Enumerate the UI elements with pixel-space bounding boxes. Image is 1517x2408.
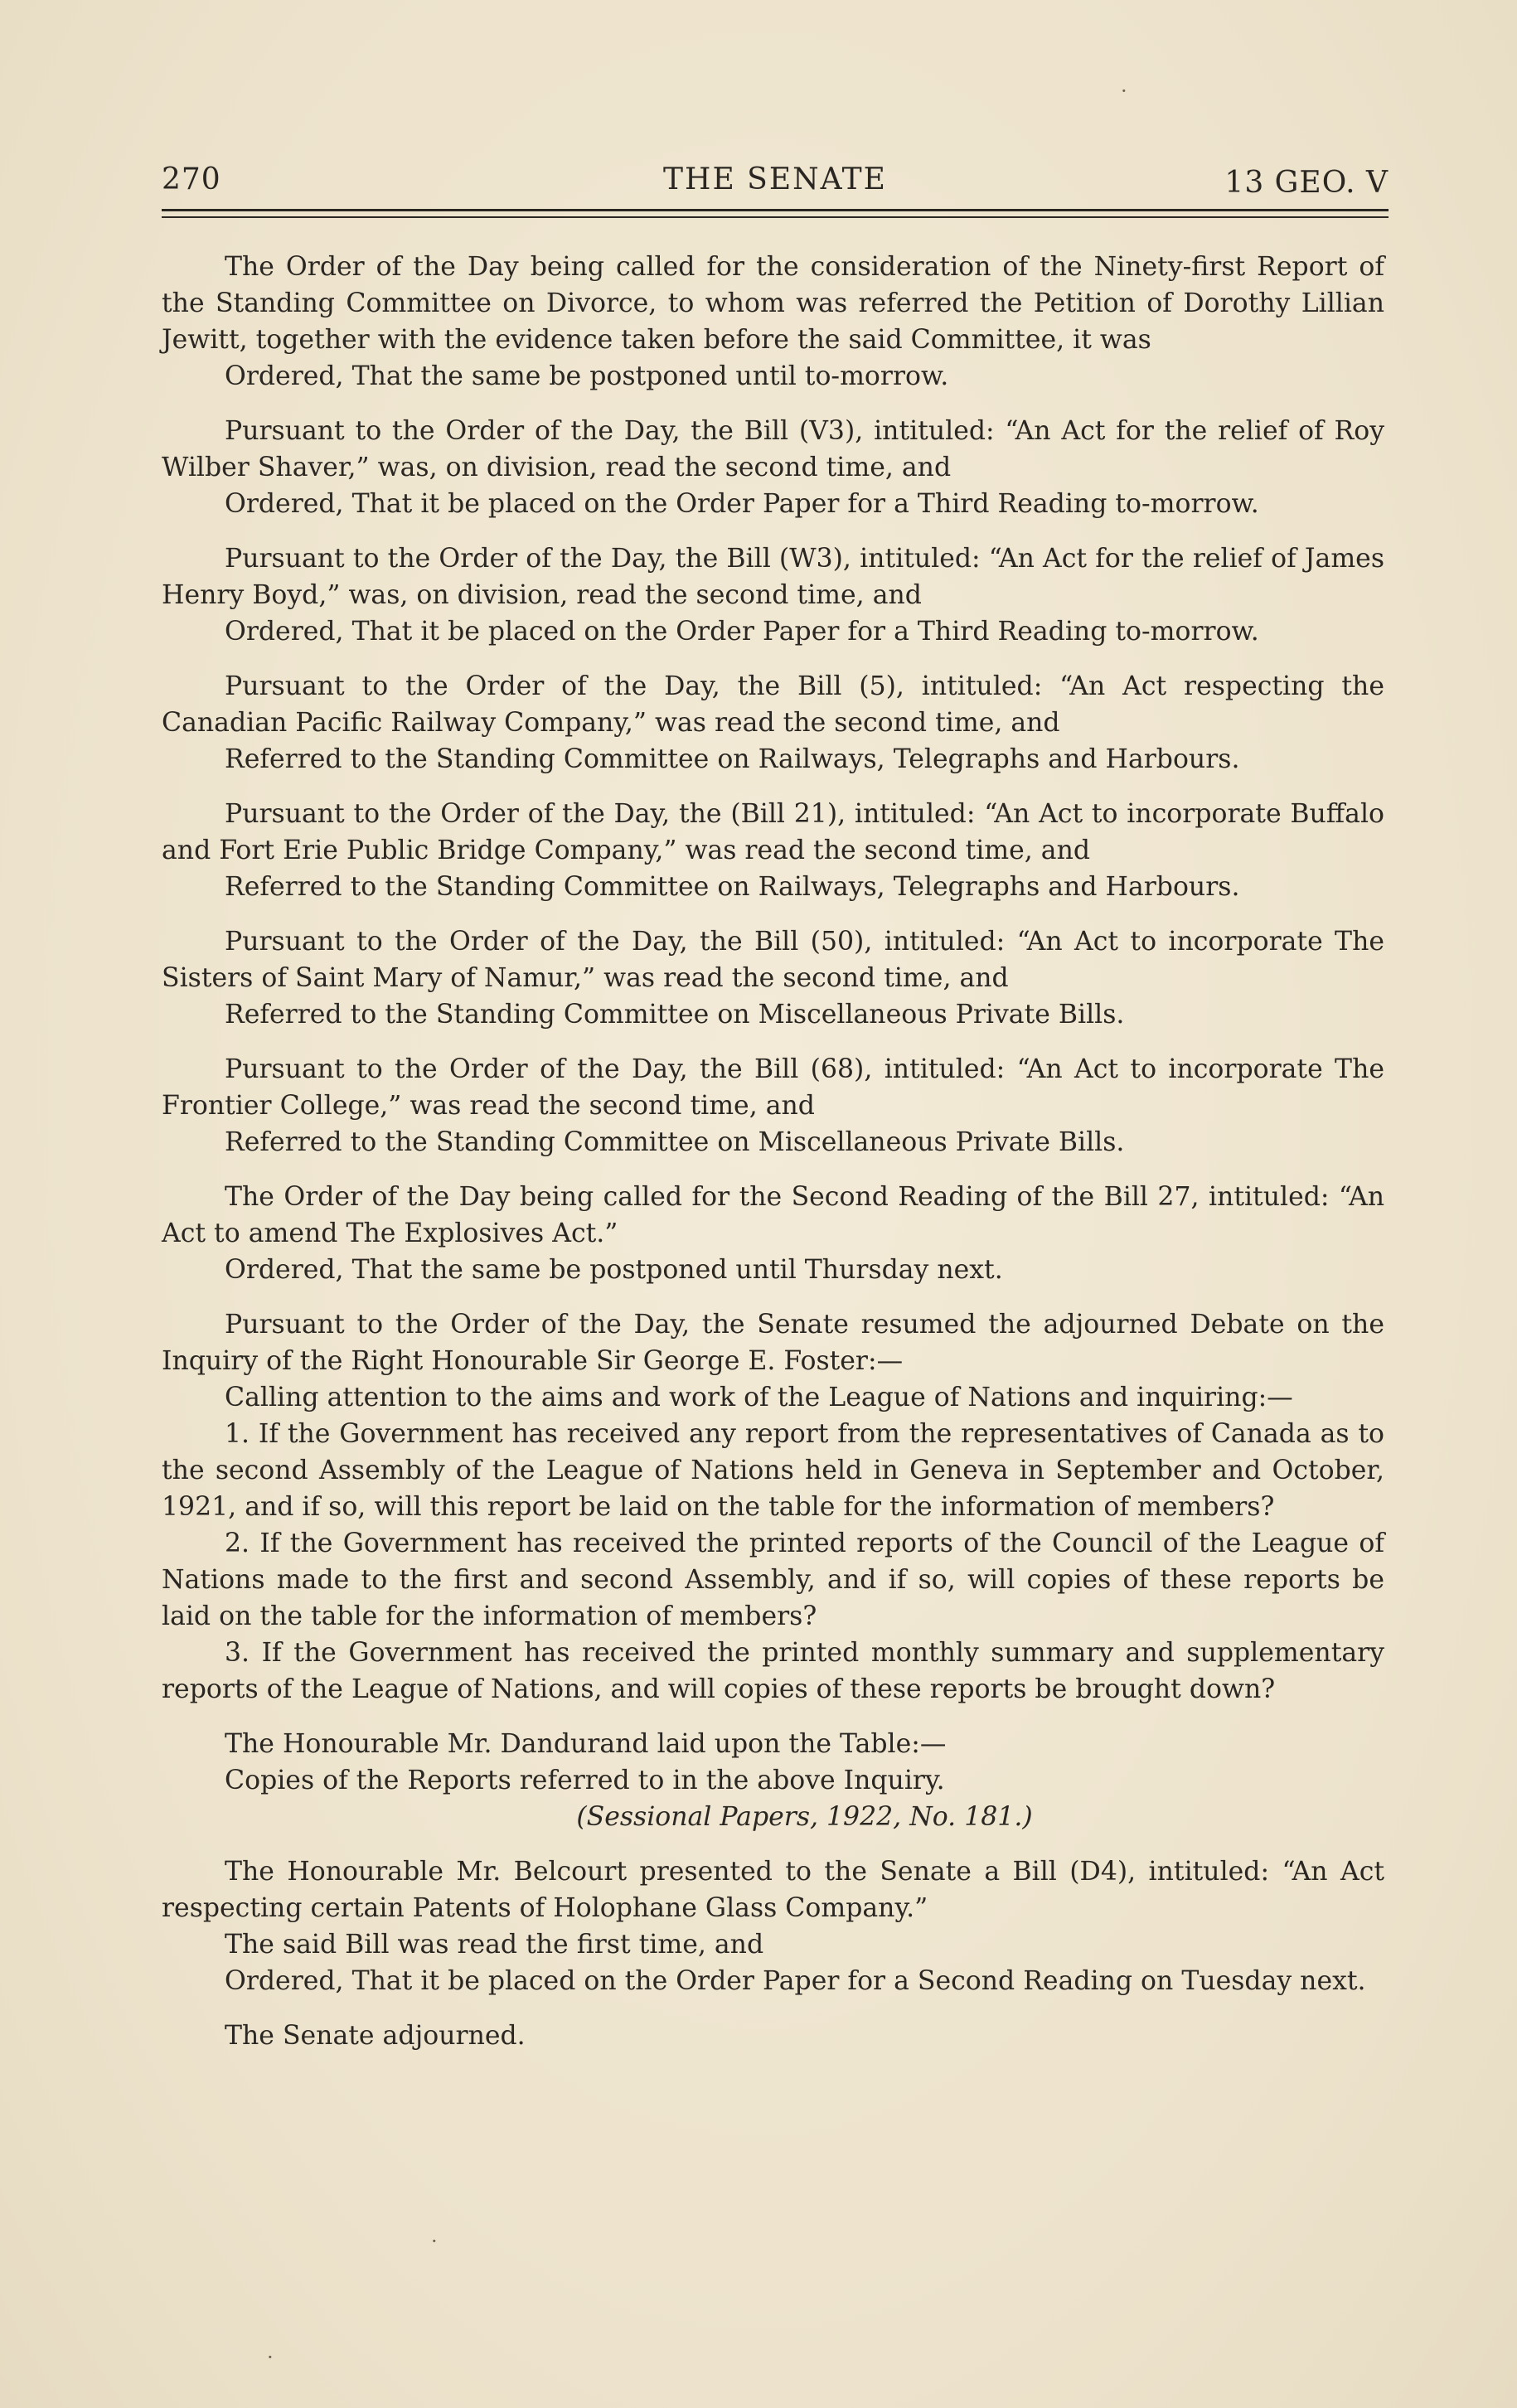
paragraph-line: The said Bill was read the first time, and [225, 1930, 764, 1960]
paper-speck: · [1121, 80, 1127, 103]
paragraph-line: Ordered, That the same be postponed until to-morrow. [225, 361, 949, 391]
inquiry-item: 3. If the Government has received the printed monthly summary and supplementary reports of the League of Nations, and will copies of these reports be brought down? [162, 1638, 1384, 1704]
paragraph-line: Ordered, That it be placed on the Order Paper for a Third Reading to-morrow. [225, 489, 1259, 519]
inquiry-item: 1. If the Government has received any report from the representatives of Canada as to the second Assembly of the League of Nations held in Geneva in September and October, 1921, and if so, will this report be laid on the table for the information of members? [162, 1419, 1384, 1522]
entry-dandurand-tabling [162, 1726, 1384, 1835]
paragraph-line: Calling attention to the aims and work of the League of Nations and inquiring:— [225, 1383, 1293, 1412]
entry-bill-27 [162, 1179, 1384, 1288]
paragraph-line: Pursuant to the Order of the Day, the Bill (68), intituled: “An Act to incorporate The Frontier College,” was read the second time, and [162, 1054, 1384, 1121]
header-title: THE SENATE [663, 162, 887, 196]
inquiry-item: 2. If the Government has received the printed reports of the Council of the League of Nations made to the first and second Assembly, and if so, will copies of these reports be laid on the table for the information of members? [162, 1529, 1384, 1631]
paragraph-line: Ordered, That it be placed on the Order Paper for a Third Reading to-morrow. [225, 617, 1259, 647]
paragraph-line: The Order of the Day being called for the consideration of the Ninety-first Report of the Standing Committee on Divorce, to whom was referred the Petition of Dorothy Lillian Jewitt, together with the evidence taken before the said Committee, it was [162, 252, 1384, 355]
entry-bill-w3 [162, 540, 1384, 650]
paragraph-line: The Order of the Day being called for the Second Reading of the Bill 27, intituled: “An Act to amend The Explosives Act.” [162, 1182, 1384, 1248]
entry-adjournment [162, 2018, 1384, 2054]
sessional-papers-reference: (Sessional Papers, 1922, No. 181.) [576, 1802, 1033, 1832]
paragraph-line: Referred to the Standing Committee on Railways, Telegraphs and Harbours. [225, 744, 1240, 774]
paragraph-line: The Honourable Mr. Dandurand laid upon the Table:— [225, 1729, 947, 1759]
entry-league-of-nations-inquiry [162, 1306, 1384, 1708]
header-regnal-year: 13 GEO. V [1224, 166, 1389, 200]
entry-bill-50 [162, 923, 1384, 1033]
paragraph-line: Pursuant to the Order of the Day, the Bill (W3), intituled: “An Act for the relief of James Henry Boyd,” was, on division, read the second time, and [162, 544, 1384, 610]
paragraph-line: Referred to the Standing Committee on Miscellaneous Private Bills. [225, 1000, 1125, 1030]
paragraph-line: Referred to the Standing Committee on Miscellaneous Private Bills. [225, 1127, 1125, 1157]
paragraph-line: Referred to the Standing Committee on Railways, Telegraphs and Harbours. [225, 872, 1240, 902]
entry-bill-21 [162, 796, 1384, 905]
running-header [162, 162, 1389, 206]
entry-divorce-report [162, 249, 1384, 395]
header-rule-top [162, 209, 1389, 211]
entry-bill-v3 [162, 413, 1384, 522]
paragraph-line: The Senate adjourned. [225, 2021, 526, 2051]
paragraph-line: The Honourable Mr. Belcourt presented to the Senate a Bill (D4), intituled: “An Act respecting certain Patents of Holophane Glass Company.” [162, 1857, 1384, 1923]
paragraph-line: Pursuant to the Order of the Day, the Bill (50), intituled: “An Act to incorporate The Sisters of Saint Mary of Namur,” was read the second time, and [162, 927, 1384, 993]
paragraph-line: Ordered, That the same be postponed until Thursday next. [225, 1255, 1003, 1285]
paper-speck: · [431, 2230, 438, 2253]
paragraph-line: Pursuant to the Order of the Day, the Bill (5), intituled: “An Act respecting the Canadian Pacific Railway Company,” was read the second time, and [162, 671, 1384, 738]
paragraph-line: Copies of the Reports referred to in the above Inquiry. [225, 1766, 945, 1795]
journal-body [162, 249, 1384, 2072]
entry-bill-d4 [162, 1853, 1384, 1999]
page-number: 270 [162, 162, 221, 196]
paragraph-line: Pursuant to the Order of the Day, the Bill (V3), intituled: “An Act for the relief of Roy Wilber Shaver,” was, on division, read the second time, and [162, 416, 1384, 482]
paragraph-line: Ordered, That it be placed on the Order Paper for a Second Reading on Tuesday next. [225, 1966, 1366, 1996]
header-rule-bottom [162, 216, 1389, 218]
entry-bill-5 [162, 668, 1384, 778]
paragraph-line: Pursuant to the Order of the Day, the (Bill 21), intituled: “An Act to incorporate Buffalo and Fort Erie Public Bridge Company,” was read the second time, and [162, 799, 1384, 865]
entry-bill-68 [162, 1051, 1384, 1160]
paper-speck: · [267, 2346, 274, 2369]
paragraph-line: Pursuant to the Order of the Day, the Senate resumed the adjourned Debate on the Inquiry of the Right Honourable Sir George E. Foster:— [162, 1310, 1384, 1376]
